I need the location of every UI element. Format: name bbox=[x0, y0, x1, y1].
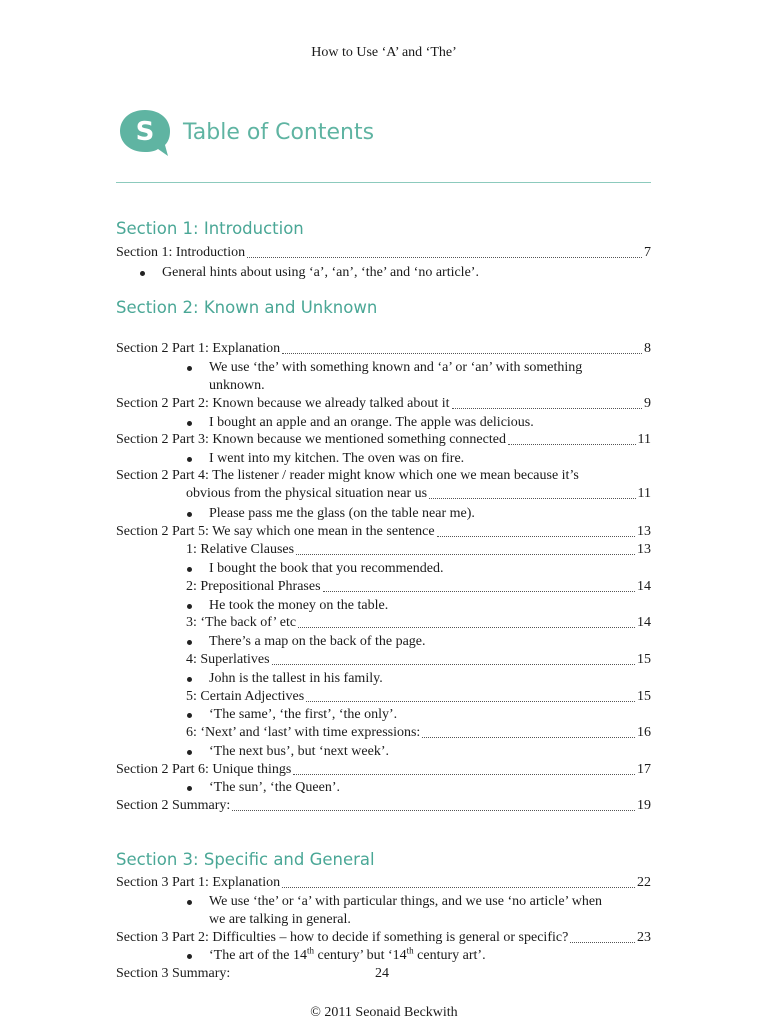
dot-leader bbox=[247, 257, 642, 258]
dot-leader bbox=[306, 701, 635, 702]
bullet-icon bbox=[187, 366, 192, 371]
toc-entry-label: 6: ‘Next’ and ‘last’ with time expressions: bbox=[186, 725, 421, 740]
bullet-icon bbox=[187, 512, 192, 517]
toc-entry-label: 5: Certain Adjectives bbox=[186, 689, 305, 704]
toc-entry-label: obvious from the physical situation near us bbox=[186, 486, 428, 501]
toc-entry[interactable] bbox=[116, 244, 651, 262]
toc-entry[interactable] bbox=[186, 541, 651, 559]
toc-entry[interactable] bbox=[116, 797, 651, 815]
dot-leader bbox=[323, 591, 635, 592]
toc-entry[interactable] bbox=[116, 395, 651, 413]
dot-leader bbox=[298, 627, 635, 628]
dot-leader bbox=[282, 353, 642, 354]
toc-entry-label: Section 2 Part 3: Known because we mentioned something connected bbox=[116, 432, 506, 447]
toc-entry-label: Section 3 Summary: bbox=[116, 966, 231, 981]
toc-entry-label: Section 3 Part 1: Explanation bbox=[116, 875, 281, 890]
toc-page-number: 22 bbox=[637, 875, 651, 890]
toc-entry[interactable] bbox=[186, 724, 651, 742]
toc-entry[interactable] bbox=[116, 431, 651, 449]
toc-entry-label: Section 2 Part 6: Unique things bbox=[116, 762, 292, 777]
dot-leader bbox=[272, 664, 635, 665]
dot-leader bbox=[422, 737, 635, 738]
toc-entry-label: Section 2 Part 2: Known because we already talked about it bbox=[116, 396, 450, 411]
bullet-icon bbox=[187, 900, 192, 905]
bullet-icon bbox=[187, 713, 192, 718]
toc-entry-label: Section 2 Part 4: The listener / reader might know which one we mean because it’s bbox=[116, 468, 579, 483]
bullet-icon bbox=[187, 457, 192, 462]
toc-page-number: 9 bbox=[644, 396, 651, 411]
list-item-continuation: unknown. bbox=[209, 378, 265, 393]
toc-entry[interactable] bbox=[186, 688, 651, 706]
toc-page-number: 15 bbox=[637, 652, 651, 667]
dot-leader bbox=[452, 408, 642, 409]
toc-entry[interactable] bbox=[116, 523, 651, 541]
bullet-icon bbox=[187, 604, 192, 609]
title-divider bbox=[116, 182, 651, 183]
toc-page-number: 13 bbox=[637, 524, 651, 539]
toc-page-number: 7 bbox=[644, 245, 651, 260]
toc-page-number: 8 bbox=[644, 341, 651, 356]
dot-leader bbox=[429, 498, 635, 499]
bullet-icon bbox=[140, 271, 145, 276]
toc-entry[interactable] bbox=[116, 761, 651, 779]
dot-leader bbox=[293, 774, 635, 775]
toc-entry-label: Section 3 Part 2: Difficulties – how to decide if something is general or specific? bbox=[116, 930, 569, 945]
toc-page-number: 23 bbox=[637, 930, 651, 945]
toc-page-number: 17 bbox=[637, 762, 651, 777]
toc-page-number: 13 bbox=[637, 542, 651, 557]
page-title: Table of Contents bbox=[183, 120, 375, 145]
dot-leader bbox=[437, 536, 635, 537]
toc-page-number: 15 bbox=[637, 689, 651, 704]
bullet-icon bbox=[187, 954, 192, 959]
dot-leader bbox=[282, 887, 635, 888]
toc-entry[interactable] bbox=[116, 929, 651, 947]
toc-page-number[interactable]: 24 bbox=[375, 966, 389, 981]
dot-leader bbox=[232, 810, 635, 811]
toc-page-number: 16 bbox=[637, 725, 651, 740]
svg-text:S: S bbox=[135, 117, 155, 147]
bullet-icon bbox=[187, 677, 192, 682]
toc-entry-label: Section 2 Part 1: Explanation bbox=[116, 341, 281, 356]
speech-bubble-logo-icon bbox=[118, 108, 172, 158]
list-item-continuation: we are talking in general. bbox=[209, 912, 351, 927]
dot-leader bbox=[296, 554, 635, 555]
dot-leader bbox=[508, 444, 636, 445]
toc-entry[interactable] bbox=[116, 340, 651, 358]
toc-entry-label: 3: ‘The back of’ etc bbox=[186, 615, 297, 630]
toc-page-number: 11 bbox=[637, 432, 651, 447]
toc-entry-label: Section 2 Part 5: We say which one mean in the sentence bbox=[116, 524, 435, 539]
copyright-footer: © 2011 Seonaid Beckwith bbox=[310, 1005, 458, 1020]
toc-entry-label: Section 1: Introduction bbox=[116, 245, 246, 260]
toc-entry-label: 2: Prepositional Phrases bbox=[186, 579, 321, 594]
toc-page-number: 11 bbox=[637, 486, 651, 501]
dot-leader bbox=[570, 942, 635, 943]
bullet-icon bbox=[187, 786, 192, 791]
bullet-icon bbox=[187, 567, 192, 572]
toc-page-number: 19 bbox=[637, 798, 651, 813]
toc-entry[interactable] bbox=[186, 651, 651, 669]
toc-entry-label: 1: Relative Clauses bbox=[186, 542, 295, 557]
toc-entry[interactable] bbox=[116, 874, 651, 892]
section-heading-2: Section 2: Known and Unknown bbox=[116, 298, 378, 317]
toc-entry-label: Section 2 Summary: bbox=[116, 798, 231, 813]
toc-page-number: 14 bbox=[637, 615, 651, 630]
toc-page-number: 14 bbox=[637, 579, 651, 594]
bullet-icon bbox=[187, 750, 192, 755]
toc-entry-label: 4: Superlatives bbox=[186, 652, 270, 667]
section-heading-1: Section 1: Introduction bbox=[116, 219, 304, 238]
toc-entry[interactable] bbox=[186, 614, 651, 632]
toc-entry[interactable] bbox=[186, 485, 651, 503]
running-header: How to Use ‘A’ and ‘The’ bbox=[311, 45, 457, 60]
bullet-icon bbox=[187, 421, 192, 426]
bullet-icon bbox=[187, 640, 192, 645]
toc-entry[interactable] bbox=[186, 578, 651, 596]
section-heading-3: Section 3: Specific and General bbox=[116, 850, 375, 869]
